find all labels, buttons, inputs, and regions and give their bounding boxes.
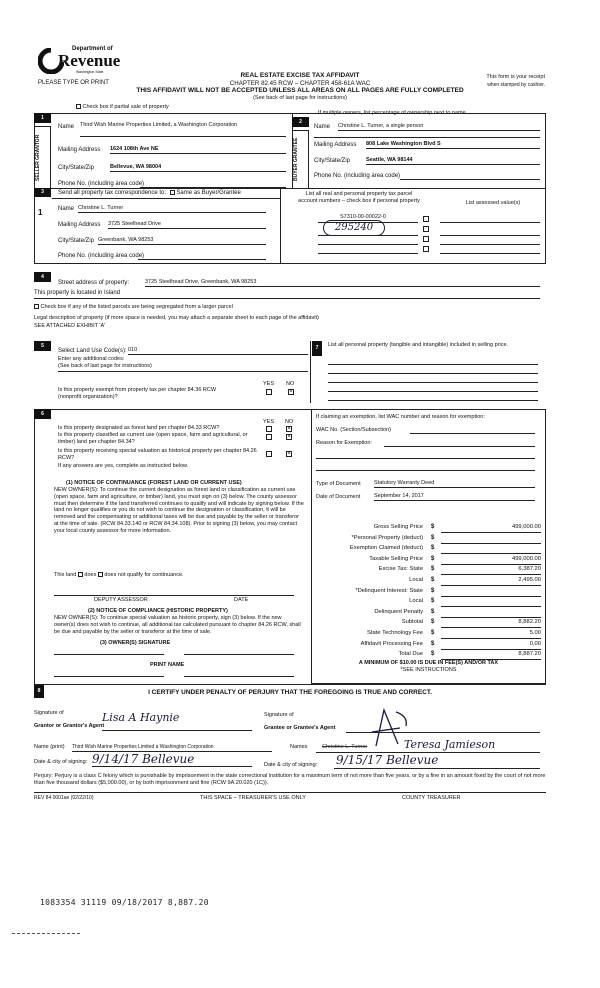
seller-phone-label: Phone No. (including area code): [58, 181, 145, 187]
grantee-agent-label: Grantee or Grantee's Agent: [264, 725, 336, 731]
tax-row-value[interactable]: 6,387.20: [441, 566, 541, 575]
partial-sale-row: [76, 104, 169, 111]
tax-row-value[interactable]: [441, 588, 541, 597]
tax-row-value[interactable]: [441, 535, 541, 544]
seller-name-field[interactable]: Third Wish Marine Properties Limited, a Washington Corporation: [80, 122, 286, 137]
this-land-label: This land: [54, 572, 77, 578]
segregated-label: Check box if any of the listed parcels are being segregated from a larger parcel: [40, 304, 233, 310]
seller-address-label: Mailing Address: [58, 147, 101, 153]
tax-row-label: Subtotal: [401, 619, 423, 626]
grantor-agent-label: Grantor or Grantor's Agent: [34, 723, 105, 729]
s6-note: If any answers are yes, complete as instructed below.: [58, 463, 189, 469]
logo-word: Revenue: [58, 51, 121, 70]
seller-address-field[interactable]: 1624 108th Ave NE: [110, 146, 286, 154]
s5-no-label: NO: [286, 381, 295, 387]
street-address-field[interactable]: 3725 Steelhead Drive, Greenbank, WA 98253: [145, 279, 540, 287]
notice-2-text: NEW OWNER(S): To continue special valuation as historic property, sign (3) below. If the new owner(s) does not wish to continue, all additional tax calculated pursuant to chapter 84.26 RCW, shall be due and payable by the seller or transferor at the time of sale.: [54, 615, 301, 635]
tax-row-value[interactable]: 499,000.00: [441, 556, 541, 565]
buyer-side-label: BUYER GRANTEE: [292, 130, 309, 189]
tax-row-label: Taxable Selling Price: [369, 555, 423, 562]
tax-row-value[interactable]: 499,000.00: [441, 524, 541, 533]
exempt-no-checkbox[interactable]: ×: [289, 389, 293, 395]
tax-row: [316, 555, 541, 566]
current-use-no-checkbox[interactable]: ×: [287, 434, 291, 440]
section-4-badge: 4: [34, 272, 51, 282]
tax-row-dollar: $: [431, 524, 435, 530]
tax-row-label: *Delinquent Interest: State: [355, 587, 423, 594]
exhibit-text: SEE ATTACHED EXHIBIT 'A': [34, 323, 106, 329]
dor-logo: [38, 44, 128, 78]
exempt-question: Is this property exempt from property tax per chapter 84.36 RCW (nonprofit organization)?: [58, 387, 217, 400]
tax-row-value[interactable]: [441, 545, 541, 554]
historic-yes-checkbox[interactable]: [266, 451, 272, 457]
treasurer-stamp-line: 1083354 31119 09/18/2017 8,887.20: [40, 898, 209, 907]
parcel-4-personal-checkbox[interactable]: [423, 246, 429, 252]
grantee-sig-of: Signature of: [264, 712, 294, 718]
parcel-1-value[interactable]: S7310-00-00022-0: [340, 214, 386, 220]
tax-row-label: Exemption Claimed (deduct): [349, 545, 423, 552]
section-2-badge: 2: [292, 117, 309, 127]
section-8-badge: 8: [34, 684, 44, 698]
located-in-text: This property is located in Island: [34, 290, 121, 296]
segregated-row: [34, 304, 233, 311]
s3-address-field[interactable]: 3725 Steelhead Drive: [108, 221, 266, 229]
seller-city-field[interactable]: Bellevue, WA 98004: [110, 164, 286, 172]
buyer-name-field[interactable]: Christine L. Turner, a single person: [338, 123, 540, 131]
current-use-yes-checkbox[interactable]: [266, 434, 272, 440]
form-warning: THIS AFFIDAVIT WILL NOT BE ACCEPTED UNLESS ALL AREAS ON ALL PAGES ARE FULLY COMPLETED: [136, 87, 464, 94]
send-correspondence-row: [58, 190, 241, 197]
section-7-badge: 7: [312, 341, 322, 356]
notice-2-title: (2) NOTICE OF COMPLIANCE (HISTORIC PROPERTY): [88, 608, 228, 614]
same-as-buyer-label: Same as Buyer/Grantee: [176, 190, 241, 197]
doc-type-field[interactable]: Statutory Warranty Deed: [374, 480, 535, 488]
doc-type-label: Type of Document: [316, 481, 361, 487]
send-correspondence-label: Send all property tax correspondence to:: [58, 190, 167, 197]
tax-row-label: Affidavit Processing Fee: [360, 640, 423, 647]
reason-label: Reason for Exemption:: [316, 440, 372, 446]
parcel-header-2: account numbers – check box if personal property: [298, 198, 420, 204]
tax-row: [316, 576, 541, 587]
tax-row-value[interactable]: [441, 609, 541, 618]
grantor-date-city[interactable]: 9/14/17 Bellevue: [92, 752, 195, 766]
treasurer-use-only: THIS SPACE – TREASURER'S USE ONLY: [200, 795, 306, 801]
grantee-print-name[interactable]: Christine L. Turner: [322, 744, 368, 750]
tax-row-dollar: $: [431, 555, 435, 562]
s5-see-back: (See back of last page for instructions): [58, 363, 152, 369]
tax-row-dollar: $: [431, 608, 435, 615]
tax-row: [316, 597, 541, 608]
tax-row-label: Excise Tax: State: [378, 566, 423, 573]
s3-city-label: City/State/Zip: [58, 238, 95, 244]
does-checkbox[interactable]: [78, 572, 83, 577]
tax-row: [316, 618, 541, 629]
grantor-signature[interactable]: Lisa A Haynie: [102, 711, 180, 724]
s3-name-label: Name: [58, 206, 75, 212]
tax-row-dollar: $: [431, 577, 435, 583]
does-label: does: [84, 572, 97, 578]
section-5-badge: 5: [34, 341, 51, 351]
tax-row-dollar: $: [431, 598, 435, 605]
tax-row: [316, 544, 541, 555]
does-not-label: does not qualify for continuance.: [104, 572, 184, 578]
additional-codes-label: Enter any additional codes:: [58, 356, 125, 362]
tax-row-dollar: $: [431, 566, 435, 573]
form-title: REAL ESTATE EXCISE TAX AFFIDAVIT: [240, 72, 360, 79]
s6-yes-label: YES: [263, 419, 275, 425]
land-use-label: Select Land Use Code(s):: [58, 348, 127, 354]
buyer-city-field[interactable]: Seattle, WA 98144: [366, 157, 540, 165]
minimum-fee-note: A MINIMUM OF $10.00 IS DUE IN FEE(S) AND/OR TAX: [358, 660, 499, 666]
print-name-label: PRINT NAME: [150, 662, 185, 668]
multiple-owners-note: If multiple owners, list percentage of ownership next to name.: [318, 110, 468, 116]
grantee-handwritten-name[interactable]: Teresa Jamieson: [404, 738, 496, 751]
tax-row-label: Delinquent Penalty: [374, 608, 423, 615]
tax-row-label: Total Due: [398, 651, 423, 658]
receipt-note-2: when stamped by cashier.: [487, 82, 545, 88]
form-see-back: (See back of last page for instructions): [253, 95, 347, 101]
logo-dept-text: Department of: [72, 46, 113, 52]
tax-row: [316, 565, 541, 576]
tax-row-value[interactable]: 8,882.20: [441, 619, 541, 628]
section-6-badge: 6: [34, 409, 51, 419]
parcel-1-personal-checkbox[interactable]: [423, 216, 429, 222]
grantee-date-city-label: Date & city of signing:: [264, 762, 318, 768]
s6-question-3: Is this property receiving special valuation as historical property per chapter 84.26 RCW?: [58, 448, 257, 461]
s6-no-label: NO: [285, 419, 294, 425]
name-print-label: Name (print): [34, 744, 65, 750]
s3-phone-label: Phone No. (including area code): [58, 253, 145, 259]
forest-no-checkbox[interactable]: ×: [287, 426, 291, 432]
seller-side-label: SELLER GRANTOR: [34, 126, 51, 189]
s5-yes-label: YES: [263, 381, 275, 387]
segregated-checkbox[interactable]: [34, 304, 39, 309]
buyer-name-label: Name: [314, 124, 331, 130]
notice-1-text: NEW OWNER(S): To continue the current designation as forest land or classification as current use (open space, farm and agriculture, or timber) land, you must sign on (3) below. The county assessor must then determine if the land transferred continues to qualify and will indicate by signing below. If the land no longer qualifies or you do not wish to continue the designation or classification, it will be removed and the compensating or additional taxes will be due and payable by the seller or transferor at the time of sale. (RCW 84.33.140 or RCW 84.34.108). Prior to signing (3) below, you may contact your local county assessor for more information.: [54, 487, 304, 534]
partial-sale-checkbox[interactable]: [76, 104, 81, 109]
perjury-text: Perjury: Perjury is a class C felony which is punishable by imprisonment in the state correctional institution for a maximum term of not more than five years, or by a fine in an amount fixed by the court of not more than five thousand dollars ($5,000.00), or by both imprisonment and fine (RCW 9A.20.020 (1C)).: [34, 773, 546, 786]
please-type: PLEASE TYPE OR PRINT: [38, 80, 109, 86]
logo-state: Washington State: [76, 70, 104, 74]
partial-sale-label: Check box if partial sale of property: [82, 104, 169, 110]
section-3-badge: 3: [34, 188, 51, 197]
tax-row-value[interactable]: 0.00: [441, 641, 541, 650]
claiming-exemption-text: If claiming an exemption, list WAC number and reason for exemption:: [316, 414, 485, 420]
s6-question-2: Is this property classified as current use (open space, farm and agricultural, or timber) land per chapter 84.34?: [58, 432, 248, 445]
assessed-header: List assessed value(s): [465, 200, 521, 206]
parcel-2-handwritten: 295240: [323, 220, 385, 236]
tax-row-dollar: $: [431, 640, 435, 647]
deputy-assessor-label: DEPUTY ASSESSOR: [94, 597, 148, 603]
seller-name-label: Name: [58, 124, 75, 130]
tax-row-label: Local: [409, 577, 423, 583]
deputy-date-label: DATE: [234, 597, 249, 603]
names-label: Names: [290, 744, 308, 750]
s3-city-field[interactable]: Greenbank, WA 98253: [98, 237, 266, 245]
tax-row-dollar: $: [431, 534, 435, 541]
tax-row-dollar: $: [431, 587, 435, 594]
section-1-badge: 1: [34, 113, 51, 123]
tax-row-label: Gross Selling Price: [373, 524, 423, 530]
form-chapter: CHAPTER 82.45 RCW – CHAPTER 458-61A WAC: [229, 80, 371, 87]
notice-1-title: (1) NOTICE OF CONTINUANCE (FOREST LAND OR CURRENT USE): [66, 480, 242, 486]
tax-row-dollar: $: [431, 545, 435, 552]
buyer-phone-label: Phone No. (including area code): [314, 173, 401, 179]
grantor-sig-of: Signature of: [34, 710, 64, 716]
tax-row-label: Local: [409, 598, 423, 605]
exempt-yes-checkbox[interactable]: [266, 389, 272, 395]
parcel-2-personal-checkbox[interactable]: [423, 226, 429, 232]
grantor-print-name[interactable]: Third Wish Marine Properties Limited a Washington Corporation: [72, 744, 272, 752]
street-address-label: Street address of property:: [58, 280, 130, 286]
section-3-number: 1: [38, 208, 43, 217]
tax-row-value[interactable]: 8,887.20: [441, 651, 541, 660]
wac-label: WAC No. (Section/Subsection): [316, 427, 391, 433]
rev-number: REV 84 0001ae (02/22/10): [34, 795, 94, 801]
buyer-city-label: City/State/Zip: [314, 158, 351, 164]
s3-name-field[interactable]: Christine L. Turner: [78, 205, 266, 213]
grantee-date-city[interactable]: 9/15/17 Bellevue: [336, 753, 439, 767]
tax-row: [316, 534, 541, 545]
buyer-address-label: Mailing Address: [314, 142, 357, 148]
tax-row: [316, 587, 541, 598]
doc-date-label: Date of Document: [316, 494, 361, 500]
seller-city-label: City/State/Zip: [58, 165, 95, 171]
same-as-buyer-checkbox[interactable]: [170, 190, 175, 195]
s6-question-1: Is this property designated as forest land per chapter 84.33 RCW?: [58, 425, 220, 431]
tax-row: [316, 640, 541, 651]
tax-row-dollar: $: [431, 651, 435, 658]
tax-row-dollar: $: [431, 619, 435, 626]
tax-row-label: *Personal Property (deduct): [351, 534, 423, 541]
tax-row: [316, 608, 541, 619]
qualify-row: [54, 572, 184, 579]
tax-row-dollar: $: [431, 630, 435, 636]
tax-row-value[interactable]: 5.00: [441, 630, 541, 639]
tax-row: [316, 629, 541, 640]
grantor-date-city-label: Date & city of signing:: [34, 759, 88, 765]
personal-property-text: List all personal property (tangible and intangible) included in selling price.: [328, 342, 509, 348]
tax-row-label: State Technology Fee: [367, 630, 423, 636]
s3-address-label: Mailing Address: [58, 222, 101, 228]
parcel-3-personal-checkbox[interactable]: [423, 236, 429, 242]
tax-row-value[interactable]: 2,495.00: [441, 577, 541, 586]
tax-row-value[interactable]: [441, 598, 541, 607]
doc-date-field[interactable]: September 14, 2017: [374, 493, 535, 501]
county-treasurer-label: COUNTY TREASURER: [402, 795, 461, 801]
legal-description-label: Legal description of property (if more space is needed, you may attach a separate sheet to each page of the affidavit): [34, 315, 319, 321]
does-not-checkbox[interactable]: [98, 572, 103, 577]
tax-row: [316, 523, 541, 534]
see-instructions-note: *SEE INSTRUCTIONS: [400, 667, 457, 673]
buyer-address-field[interactable]: 808 Lake Washington Blvd S: [366, 141, 540, 149]
receipt-note-1: This form is your receipt: [486, 74, 545, 80]
historic-no-checkbox[interactable]: ×: [287, 451, 291, 457]
forest-yes-checkbox[interactable]: [266, 426, 272, 432]
owner-signature-title: (3) OWNER(S) SIGNATURE: [100, 640, 171, 646]
land-use-field[interactable]: 010: [128, 347, 308, 355]
parcel-header-1: List all real and personal property tax parcel: [305, 191, 413, 197]
certify-text: I CERTIFY UNDER PENALTY OF PERJURY THAT THE FOREGOING IS TRUE AND CORRECT.: [148, 689, 432, 696]
